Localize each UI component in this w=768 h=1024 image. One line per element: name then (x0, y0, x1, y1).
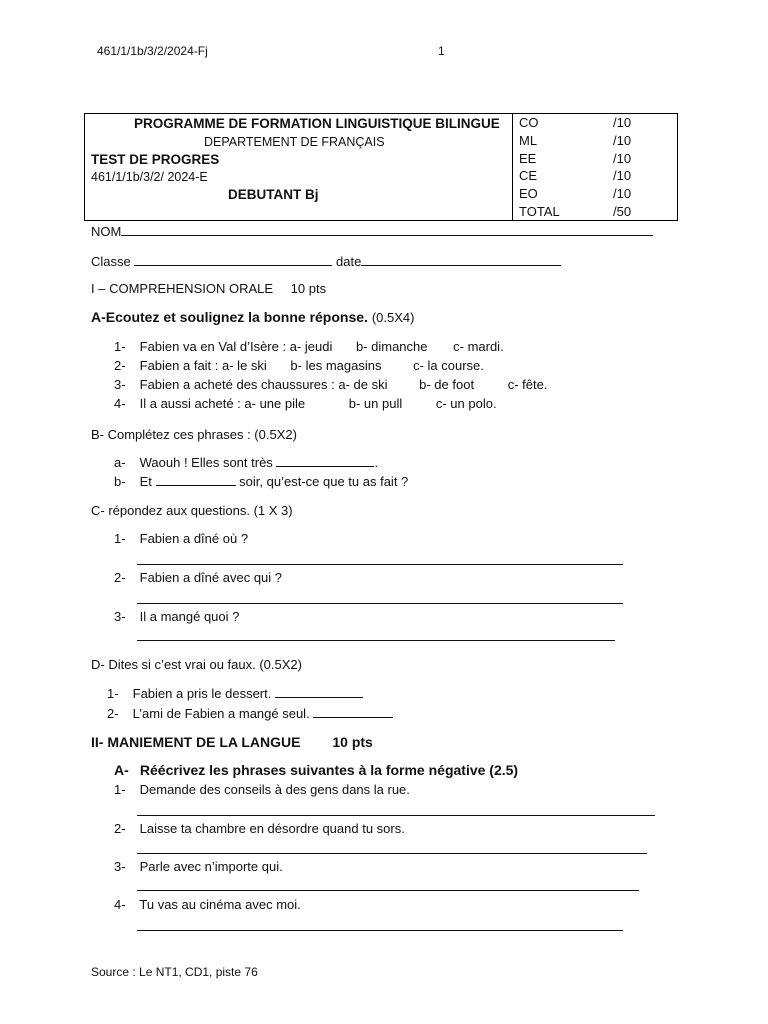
list-item (114, 454, 378, 470)
nom-line (121, 223, 653, 236)
test-title: TEST DE PROGRES (91, 152, 220, 167)
part-a-heading (91, 309, 414, 325)
level-label: DEBUTANT Bj (228, 187, 319, 202)
date-label: date (336, 254, 362, 269)
part-d-title: D- Dites si c’est vrai ou faux. (0.5X2) (91, 657, 302, 672)
item-number: 3- (114, 859, 126, 874)
section-2-points: 10 pts (332, 734, 373, 750)
answer-line[interactable] (137, 853, 647, 854)
list-item (114, 609, 239, 624)
item-number: 4- (114, 396, 126, 411)
score-label: EO (519, 186, 538, 201)
score-row-eo (519, 186, 631, 201)
item-question: Fabien a acheté des chaussures : a- de ski (139, 377, 388, 392)
item-text-after: soir, qu’est-ce que tu as fait ? (239, 474, 409, 489)
part-b-title: B- Complétez ces phrases : (0.5X2) (91, 427, 297, 442)
section-2-a-label: A- (114, 762, 129, 778)
score-row-total (519, 204, 631, 219)
score-max: /10 (613, 186, 632, 201)
item-text-before: Waouh ! Elles sont très (139, 455, 273, 470)
test-code: 461/1/1b/3/2/ 2024-E (91, 170, 208, 184)
score-max: /10 (613, 133, 632, 148)
item-question: Fabien va en Val d’Isère : a- jeudi (139, 339, 333, 354)
score-row-ee (519, 151, 631, 166)
part-a-scoring: (0.5X4) (371, 310, 415, 325)
item-number: 1- (107, 686, 119, 701)
item-text-after: . (374, 455, 379, 470)
item-number: 2- (114, 358, 126, 373)
header-info (85, 114, 513, 220)
date-line (361, 253, 561, 266)
part-c-title: C- répondez aux questions. (1 X 3) (91, 503, 293, 518)
item-number: 2- (114, 570, 126, 585)
part-a-title: A-Ecoutez et soulignez la bonne réponse. (91, 309, 368, 325)
option-b[interactable]: b- de foot (419, 377, 475, 392)
item-text-before: Et (139, 474, 152, 489)
item-number: a- (114, 455, 126, 470)
answer-line[interactable] (137, 815, 655, 816)
list-item (114, 358, 484, 373)
list-item (114, 396, 497, 411)
list-item (114, 531, 248, 546)
score-row-ml (519, 133, 631, 148)
section-1-heading (91, 281, 326, 296)
list-item (114, 570, 282, 585)
list-item (107, 705, 393, 721)
answer-line[interactable] (137, 890, 639, 891)
blank-field[interactable] (156, 473, 236, 486)
score-row-ce (519, 168, 631, 183)
list-item (114, 473, 408, 489)
page-number: 1 (438, 44, 445, 58)
score-label: CE (519, 168, 538, 183)
option-b[interactable]: b- un pull (348, 396, 403, 411)
option-c[interactable]: c- un polo. (435, 396, 497, 411)
header-box (84, 113, 678, 221)
blank-field[interactable] (276, 454, 374, 467)
item-number: 1- (114, 531, 126, 546)
score-label: ML (519, 133, 538, 148)
item-question: Il a aussi acheté : a- une pile (139, 396, 306, 411)
item-number: 3- (114, 609, 126, 624)
score-row-co (519, 115, 631, 130)
score-max: /10 (613, 115, 632, 130)
option-c[interactable]: c- fête. (507, 377, 548, 392)
section-2-title: II- MANIEMENT DE LA LANGUE (91, 734, 301, 750)
list-item (107, 685, 363, 701)
score-max: /50 (613, 204, 632, 219)
item-number: 2- (107, 706, 119, 721)
list-item (114, 859, 283, 874)
score-max: /10 (613, 151, 632, 166)
section-2-heading (91, 734, 373, 750)
program-title: PROGRAMME DE FORMATION LINGUISTIQUE BILINGUE (134, 116, 500, 131)
classe-line (134, 253, 332, 266)
answer-line[interactable] (137, 564, 623, 565)
item-question: Fabien a fait : a- le ski (139, 358, 267, 373)
source-note: Source : Le NT1, CD1, piste 76 (91, 965, 258, 979)
nom-label: NOM (91, 224, 122, 239)
item-question: Tu vas au cinéma avec moi. (139, 897, 301, 912)
item-question: Parle avec n’importe qui. (139, 859, 283, 874)
item-question: Fabien a pris le dessert. (132, 686, 272, 701)
item-question: Demande des conseils à des gens dans la rue. (139, 782, 410, 797)
item-question: L’ami de Fabien a mangé seul. (132, 706, 310, 721)
option-b[interactable]: b- dimanche (355, 339, 428, 354)
score-label: CO (519, 115, 539, 130)
list-item (114, 339, 504, 354)
section-2-a-title: Réécrivez les phrases suivantes à la forme négative (2.5) (139, 762, 519, 778)
answer-line[interactable] (137, 640, 615, 641)
item-number: 1- (114, 339, 126, 354)
blank-field[interactable] (275, 685, 363, 698)
item-number: 2- (114, 821, 126, 836)
score-table (513, 114, 678, 220)
item-question: Fabien a dîné où ? (139, 531, 249, 546)
answer-line[interactable] (137, 930, 623, 931)
list-item (114, 821, 405, 836)
item-number: 3- (114, 377, 126, 392)
department-name: DEPARTEMENT DE FRANÇAIS (204, 135, 385, 149)
answer-line[interactable] (137, 603, 623, 604)
section-1-points: 10 pts (290, 281, 327, 296)
item-question: Laisse ta chambre en désordre quand tu sors. (139, 821, 405, 836)
option-b[interactable]: b- les magasins (290, 358, 382, 373)
list-item (114, 377, 547, 392)
classe-label: Classe (91, 254, 131, 269)
item-question: Fabien a dîné avec qui ? (139, 570, 283, 585)
section-2-a-heading (114, 762, 518, 778)
item-number: 4- (114, 897, 126, 912)
classe-field[interactable] (91, 253, 561, 269)
score-max: /10 (613, 168, 632, 183)
score-label: TOTAL (519, 204, 560, 219)
option-c[interactable]: c- mardi. (453, 339, 504, 354)
section-1-title: I – COMPREHENSION ORALE (91, 281, 274, 296)
score-label: EE (519, 151, 537, 166)
item-number: 1- (114, 782, 126, 797)
list-item (114, 897, 301, 912)
item-number: b- (114, 474, 126, 489)
option-c[interactable]: c- la course. (413, 358, 484, 373)
item-question: Il a mangé quoi ? (139, 609, 240, 624)
nom-field[interactable] (91, 223, 653, 239)
list-item (114, 782, 410, 797)
document-reference: 461/1/1b/3/2/2024-Fj (97, 44, 208, 58)
blank-field[interactable] (313, 705, 393, 718)
